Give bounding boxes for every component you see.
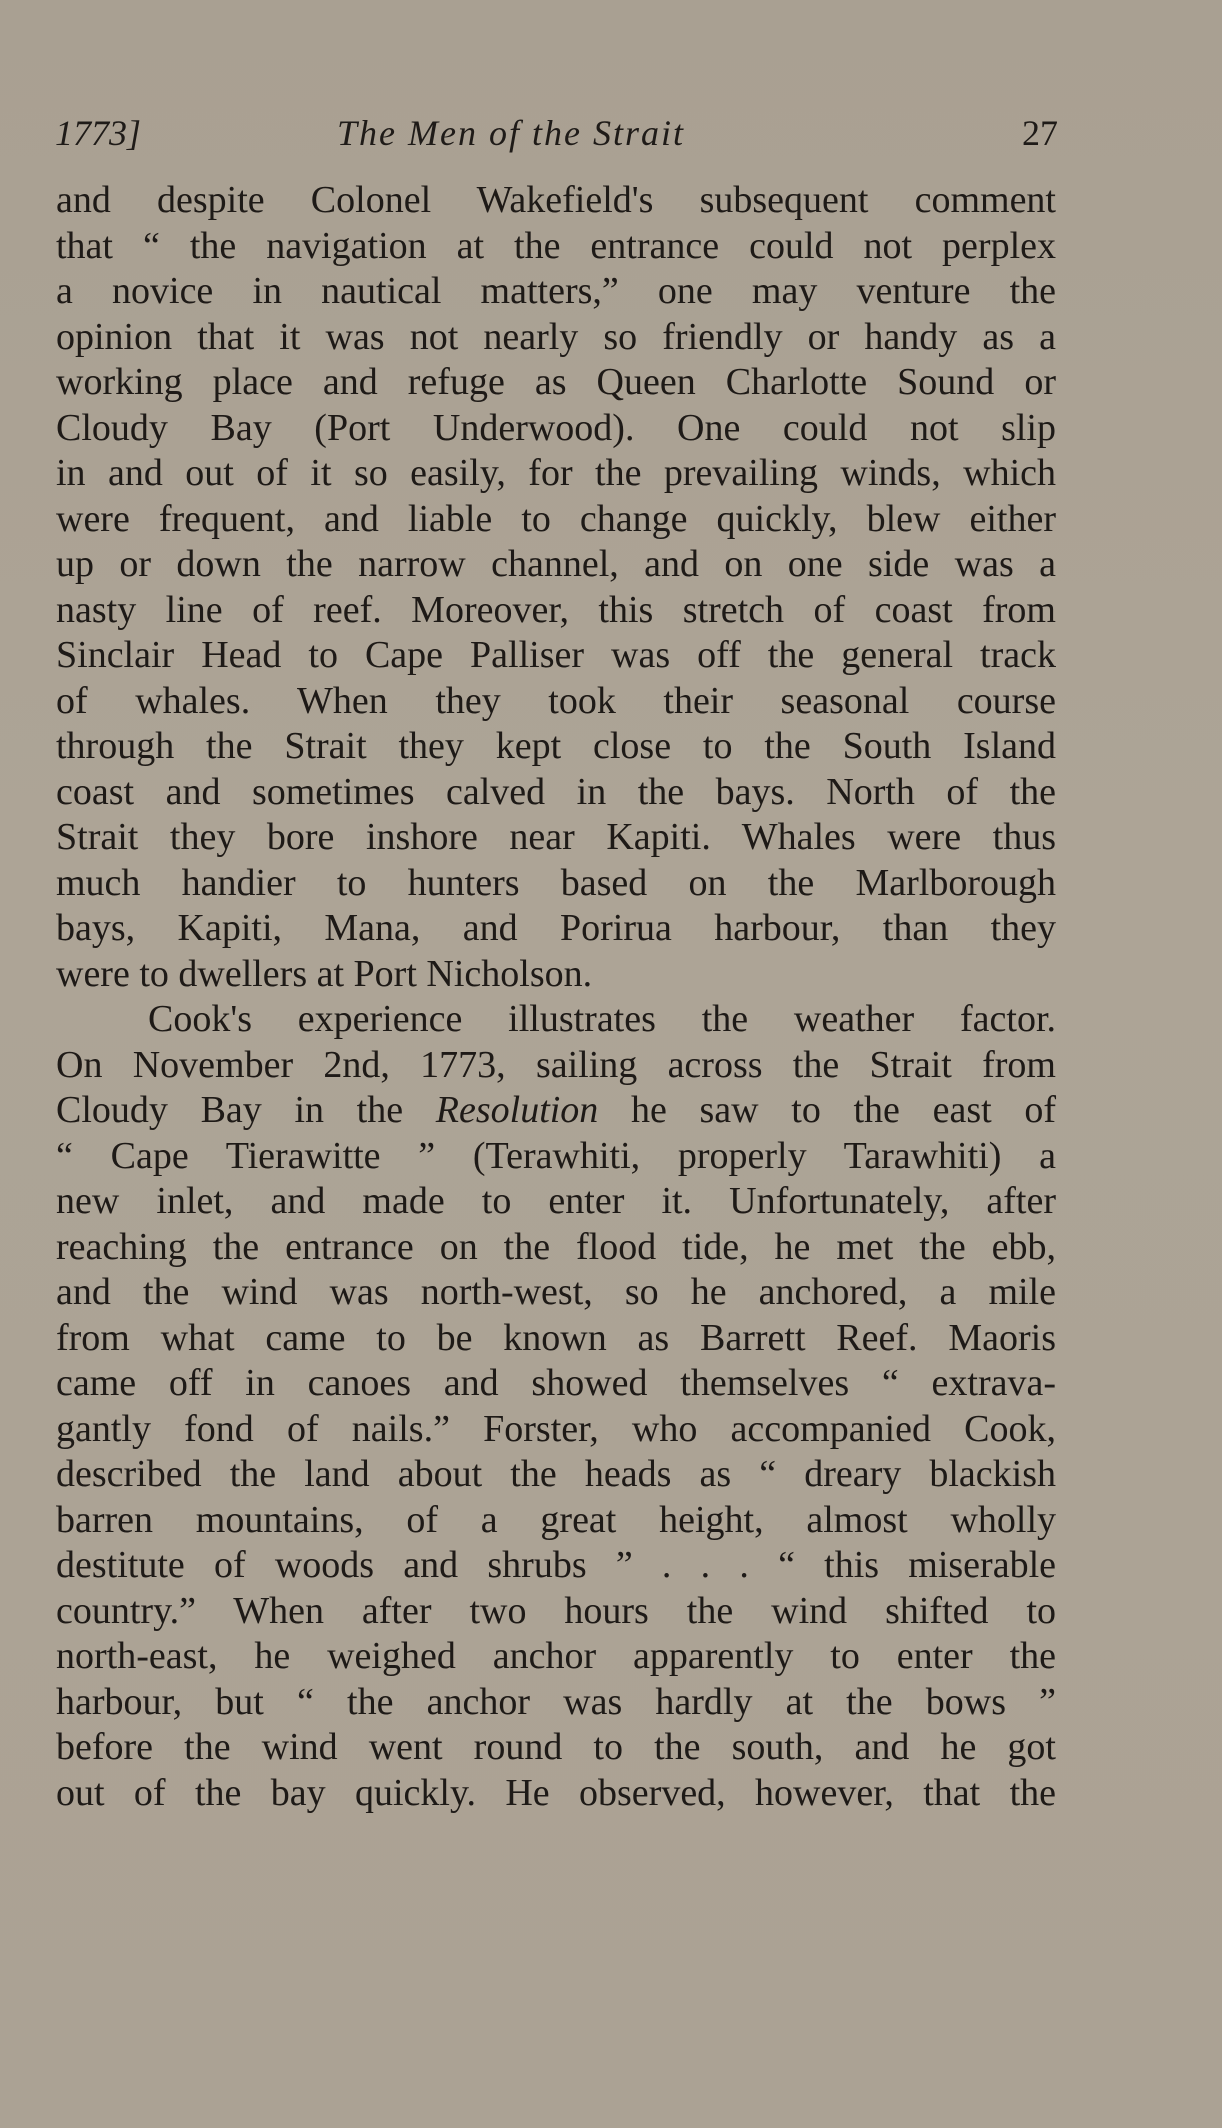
text-line: gantly fond of nails.” Forster, who accompanied Cook, (56, 1407, 1056, 1450)
text-line: that “ the navigation at the entrance could not perplex (56, 224, 1056, 267)
text-line: On November 2nd, 1773, sailing across the Strait from (56, 1043, 1056, 1086)
text-line: before the wind went round to the south, and he got (56, 1726, 1056, 1768)
text-line: working place and refuge as Queen Charlotte Sound or (56, 361, 1056, 403)
text-segment: Cloudy Bay in the (56, 1089, 404, 1131)
text-line: “ Cape Tierawitte ” (Terawhiti, properly Tarawhiti) a (56, 1134, 1056, 1177)
text-line: new inlet, and made to enter it. Unfortunately, after (56, 1180, 1056, 1222)
text-line: in and out of it so easily, for the prevailing winds, which (56, 452, 1056, 494)
text-line: came off in canoes and showed themselves “ extrava- (56, 1362, 1056, 1404)
text-line: country.” When after two hours the wind shifted to (56, 1589, 1056, 1632)
text-line: nasty line of reef. Moreover, this stretch of coast from (56, 588, 1056, 631)
body-text (56, 178, 1056, 1816)
text-line: were frequent, and liable to change quickly, blew either (56, 497, 1056, 540)
text-line: destitute of woods and shrubs ” . . . “ this miserable (56, 1544, 1056, 1586)
text-line: reaching the entrance on the flood tide, he met the ebb, (56, 1225, 1056, 1268)
text-line: harbour, but “ the anchor was hardly at the bows ” (56, 1680, 1056, 1723)
ship-name: Resolution (435, 1089, 599, 1131)
running-head-year: 1773] (55, 113, 142, 153)
text-line: opinion that it was not nearly so friendly or handy as a (56, 315, 1056, 358)
text-line-with-ship-name (56, 1088, 1056, 1134)
text-line: Cook's experience illustrates the weather factor. (148, 998, 1056, 1040)
text-segment: he saw to the east of (630, 1089, 1056, 1131)
text-line: much handier to hunters based on the Marlborough (56, 861, 1056, 904)
running-head-title: The Men of the Strait (337, 113, 685, 153)
text-line: up or down the narrow channel, and on one side was a (56, 543, 1056, 585)
text-line: described the land about the heads as “ dreary blackish (56, 1453, 1056, 1495)
text-line: were to dwellers at Port Nicholson. (56, 952, 593, 995)
text-line: and despite Colonel Wakefield's subsequent comment (56, 179, 1056, 221)
text-line: out of the bay quickly. He observed, however, that the (56, 1771, 1056, 1814)
text-line: from what came to be known as Barrett Reef. Maoris (56, 1316, 1056, 1359)
text-line: Sinclair Head to Cape Palliser was off the general track (56, 634, 1056, 676)
text-line: bays, Kapiti, Mana, and Porirua harbour, than they (56, 907, 1056, 949)
text-line: and the wind was north-west, so he anchored, a mile (56, 1271, 1056, 1313)
text-line: north-east, he weighed anchor apparently to enter the (56, 1635, 1056, 1677)
text-line: coast and sometimes calved in the bays. North of the (56, 770, 1056, 813)
text-line: Cloudy Bay (Port Underwood). One could not slip (56, 406, 1056, 449)
text-line: Strait they bore inshore near Kapiti. Whales were thus (56, 816, 1056, 858)
running-head (55, 112, 1058, 162)
text-line: through the Strait they kept close to the South Island (56, 725, 1056, 767)
text-line: barren mountains, of a great height, almost wholly (56, 1498, 1056, 1541)
text-line: a novice in nautical matters,” one may venture the (56, 270, 1056, 312)
page-number: 27 (1022, 113, 1058, 153)
text-line: of whales. When they took their seasonal course (56, 679, 1056, 722)
